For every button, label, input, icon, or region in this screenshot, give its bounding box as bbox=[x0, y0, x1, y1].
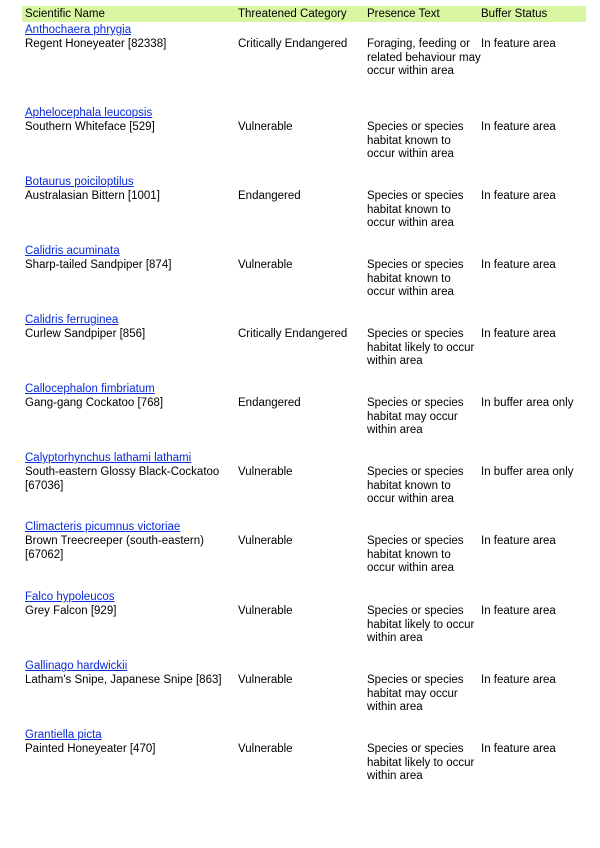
buffer-status: In buffer area only bbox=[481, 466, 574, 478]
common-name: Curlew Sandpiper [856] bbox=[25, 328, 146, 340]
header-presence-text: Presence Text bbox=[367, 8, 440, 20]
scientific-name-link[interactable]: Anthochaera phrygia bbox=[25, 24, 132, 36]
buffer-status: In feature area bbox=[481, 121, 556, 133]
common-name: Regent Honeyeater [82338] bbox=[25, 38, 167, 50]
common-name: Brown Treecreeper (south-eastern) [67062] bbox=[25, 535, 204, 561]
threatened-category: Vulnerable bbox=[238, 121, 293, 133]
buffer-status: In buffer area only bbox=[481, 397, 574, 409]
common-name: Grey Falcon [929] bbox=[25, 605, 117, 617]
threatened-category: Vulnerable bbox=[238, 674, 293, 686]
presence-text: Foraging, feeding or related behaviour may occur within area bbox=[367, 38, 481, 77]
common-name: Southern Whiteface [529] bbox=[25, 121, 155, 133]
presence-text: Species or species habitat known to occur within area bbox=[367, 535, 464, 574]
scientific-name-link[interactable]: Calidris ferruginea bbox=[25, 314, 119, 326]
threatened-category: Vulnerable bbox=[238, 743, 293, 755]
buffer-status: In feature area bbox=[481, 605, 556, 617]
buffer-status: In feature area bbox=[481, 38, 556, 50]
presence-text: Species or species habitat likely to occur within area bbox=[367, 605, 475, 644]
threatened-category: Vulnerable bbox=[238, 535, 293, 547]
header-scientific-name: Scientific Name bbox=[25, 8, 105, 20]
scientific-name-link[interactable]: Grantiella picta bbox=[25, 729, 102, 741]
presence-text: Species or species habitat likely to occur within area bbox=[367, 743, 475, 782]
common-name: Australasian Bittern [1001] bbox=[25, 190, 160, 202]
scientific-name-link[interactable]: Climacteris picumnus victoriae bbox=[25, 521, 181, 533]
buffer-status: In feature area bbox=[481, 259, 556, 271]
header-buffer-status: Buffer Status bbox=[481, 8, 548, 20]
common-name: South-eastern Glossy Black-Cockatoo [67036] bbox=[25, 466, 220, 492]
common-name: Latham's Snipe, Japanese Snipe [863] bbox=[25, 674, 222, 686]
scientific-name-link[interactable]: Calidris acuminata bbox=[25, 245, 120, 257]
presence-text: Species or species habitat likely to occur within area bbox=[367, 328, 475, 367]
common-name: Gang-gang Cockatoo [768] bbox=[25, 397, 164, 409]
presence-text: Species or species habitat may occur within area bbox=[367, 674, 464, 713]
scientific-name-link[interactable]: Callocephalon fimbriatum bbox=[25, 383, 155, 395]
common-name: Sharp-tailed Sandpiper [874] bbox=[25, 259, 172, 271]
buffer-status: In feature area bbox=[481, 535, 556, 547]
table-header bbox=[22, 6, 586, 22]
presence-text: Species or species habitat known to occur within area bbox=[367, 466, 464, 505]
scientific-name-link[interactable]: Gallinago hardwickii bbox=[25, 660, 128, 672]
threatened-category: Endangered bbox=[238, 397, 301, 409]
threatened-category: Endangered bbox=[238, 190, 301, 202]
buffer-status: In feature area bbox=[481, 328, 556, 340]
scientific-name-link[interactable]: Falco hypoleucos bbox=[25, 591, 115, 603]
buffer-status: In feature area bbox=[481, 674, 556, 686]
buffer-status: In feature area bbox=[481, 190, 556, 202]
presence-text: Species or species habitat known to occur within area bbox=[367, 259, 464, 298]
threatened-category: Critically Endangered bbox=[238, 38, 348, 50]
threatened-category: Vulnerable bbox=[238, 466, 293, 478]
threatened-category: Vulnerable bbox=[238, 605, 293, 617]
common-name: Painted Honeyeater [470] bbox=[25, 743, 156, 755]
buffer-status: In feature area bbox=[481, 743, 556, 755]
threatened-category: Vulnerable bbox=[238, 259, 293, 271]
header-threatened-category: Threatened Category bbox=[238, 8, 347, 20]
scientific-name-link[interactable]: Calyptorhynchus lathami lathami bbox=[25, 452, 192, 464]
scientific-name-link[interactable]: Aphelocephala leucopsis bbox=[25, 107, 153, 119]
presence-text: Species or species habitat known to occur within area bbox=[367, 121, 464, 160]
threatened-category: Critically Endangered bbox=[238, 328, 348, 340]
presence-text: Species or species habitat may occur within area bbox=[367, 397, 464, 436]
presence-text: Species or species habitat known to occur within area bbox=[367, 190, 464, 229]
scientific-name-link[interactable]: Botaurus poiciloptilus bbox=[25, 176, 134, 188]
